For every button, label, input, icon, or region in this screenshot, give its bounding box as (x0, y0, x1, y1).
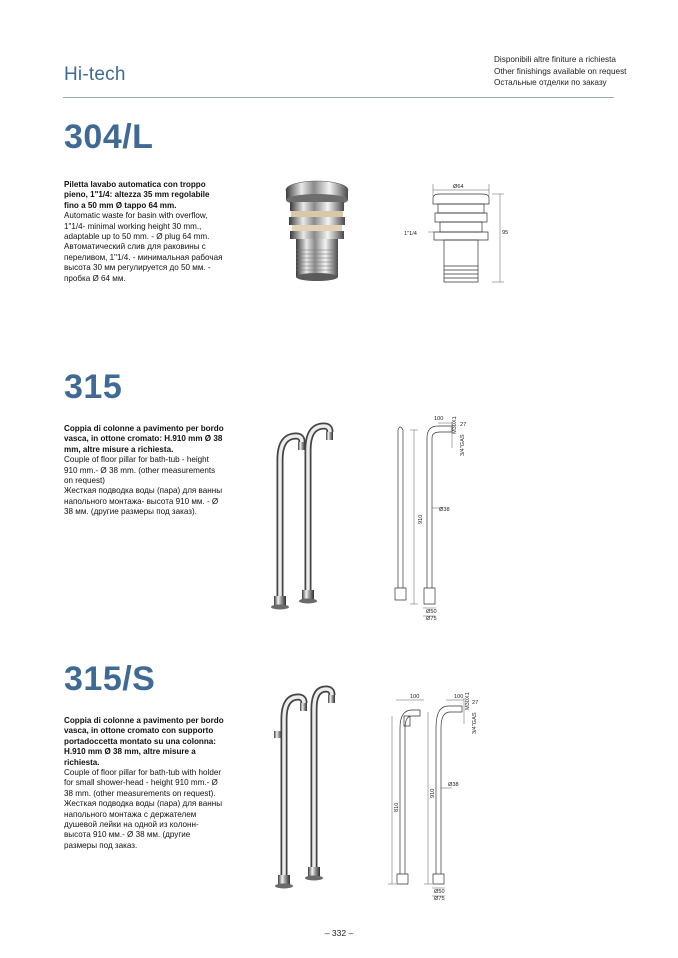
dim-height: 910 (418, 514, 424, 524)
dim-holder-reach: 100 (410, 694, 420, 700)
dim-thread: M30X1 (465, 692, 471, 710)
dim-flange: Ø75 (426, 616, 437, 622)
desc-en: Automatic waste for basin with overflow, 1"1/4- minimal working height 30 mm., adaptable up to 50 mm. - Ø plug 64 mm. (64, 211, 210, 242)
finishes-note (494, 54, 626, 89)
dim-tube: Ø38 (439, 507, 450, 513)
waste-photo (282, 178, 352, 286)
finishes-it: Disponibili altre finiture a richiesta (494, 55, 616, 64)
desc-it: Coppia di colonne a pavimento per bordo vasca, in ottone cromato: H.910 mm Ø 38 mm, altre misure a richiesta. (64, 424, 224, 454)
dim-gas: 3/4"GAS (460, 434, 466, 456)
header-divider (63, 97, 614, 98)
finishes-ru: Остальные отделки по заказу (494, 78, 607, 87)
desc-it: Piletta lavabo automatica con troppo pieno, 1"1/4: altezza 35 mm regolabile fino a 50 mm Ø tappo 64 mm. (64, 180, 210, 210)
dim-plug: Ø64 (453, 184, 464, 190)
dim-27: 27 (460, 422, 467, 428)
dim-thread: 1"1/4 (404, 231, 417, 237)
dim-height: 95 (502, 230, 509, 236)
waste-drawing (400, 180, 515, 290)
finishes-en: Other finishings available on request (494, 66, 627, 76)
desc-it: Coppia di colonne a pavimento per bordo vasca, in ottone cromato con supporto portadoccetta montato su una colonna: H.910 mm Ø 38 mm, altre misure a richiesta. (64, 716, 224, 767)
product-code-304l: 304/L (64, 118, 154, 156)
brand-title: Hi-tech (64, 64, 126, 85)
product-code-315s: 315/S (64, 660, 156, 698)
pillars-drawing (390, 408, 480, 623)
desc-ru: Автоматический слив для раковины с переливом, 1"1/4. - минимальная рабочая высота 30 мм регулируется до 50 мм. - пробка Ø 64 мм. (64, 242, 223, 283)
dim-height: 910 (430, 788, 436, 798)
dim-reach: 100 (454, 694, 464, 700)
pillars-photo (268, 420, 338, 612)
product-desc-315 (64, 424, 224, 518)
dim-27: 27 (472, 700, 479, 706)
pillars-holder-drawing (388, 688, 488, 903)
dim-base: Ø50 (434, 889, 445, 895)
dim-base: Ø50 (426, 609, 437, 615)
desc-ru: Жесткая подводка воды (пара) для ванны напольного монтажа- высота 910 мм. - Ø 38 мм. (другие размеры под заказ). (64, 486, 223, 517)
product-code-315: 315 (64, 368, 123, 406)
desc-ru: Жесткая подводка воды (пара) для ванны напольного монтажа с держателем душевой лейки на одной из колонн- высота 910 мм.- Ø 38 мм. (другие размеры под заказ. (64, 799, 223, 850)
dim-thread: M30X1 (452, 416, 458, 434)
dim-reach: 100 (434, 416, 444, 422)
desc-en: Couple of floor pillar for bath-tub - height 910 mm.- Ø 38 mm. (other measurements on request) (64, 455, 216, 486)
product-desc-315s (64, 716, 224, 851)
pillars-holder-photo (270, 685, 340, 895)
product-desc-304l (64, 180, 224, 284)
dim-holder-height: 810 (394, 802, 400, 812)
desc-en: Couple of floor pillar for bath-tub with holder for small shower-head - height 910 mm.- Ø 38 mm. (other measurements on request). (64, 768, 222, 798)
dim-flange: Ø75 (434, 896, 445, 902)
page-number: – 332 – (324, 928, 354, 938)
dim-tube: Ø38 (448, 782, 459, 788)
dim-gas: 3/4"GAS (472, 712, 478, 734)
